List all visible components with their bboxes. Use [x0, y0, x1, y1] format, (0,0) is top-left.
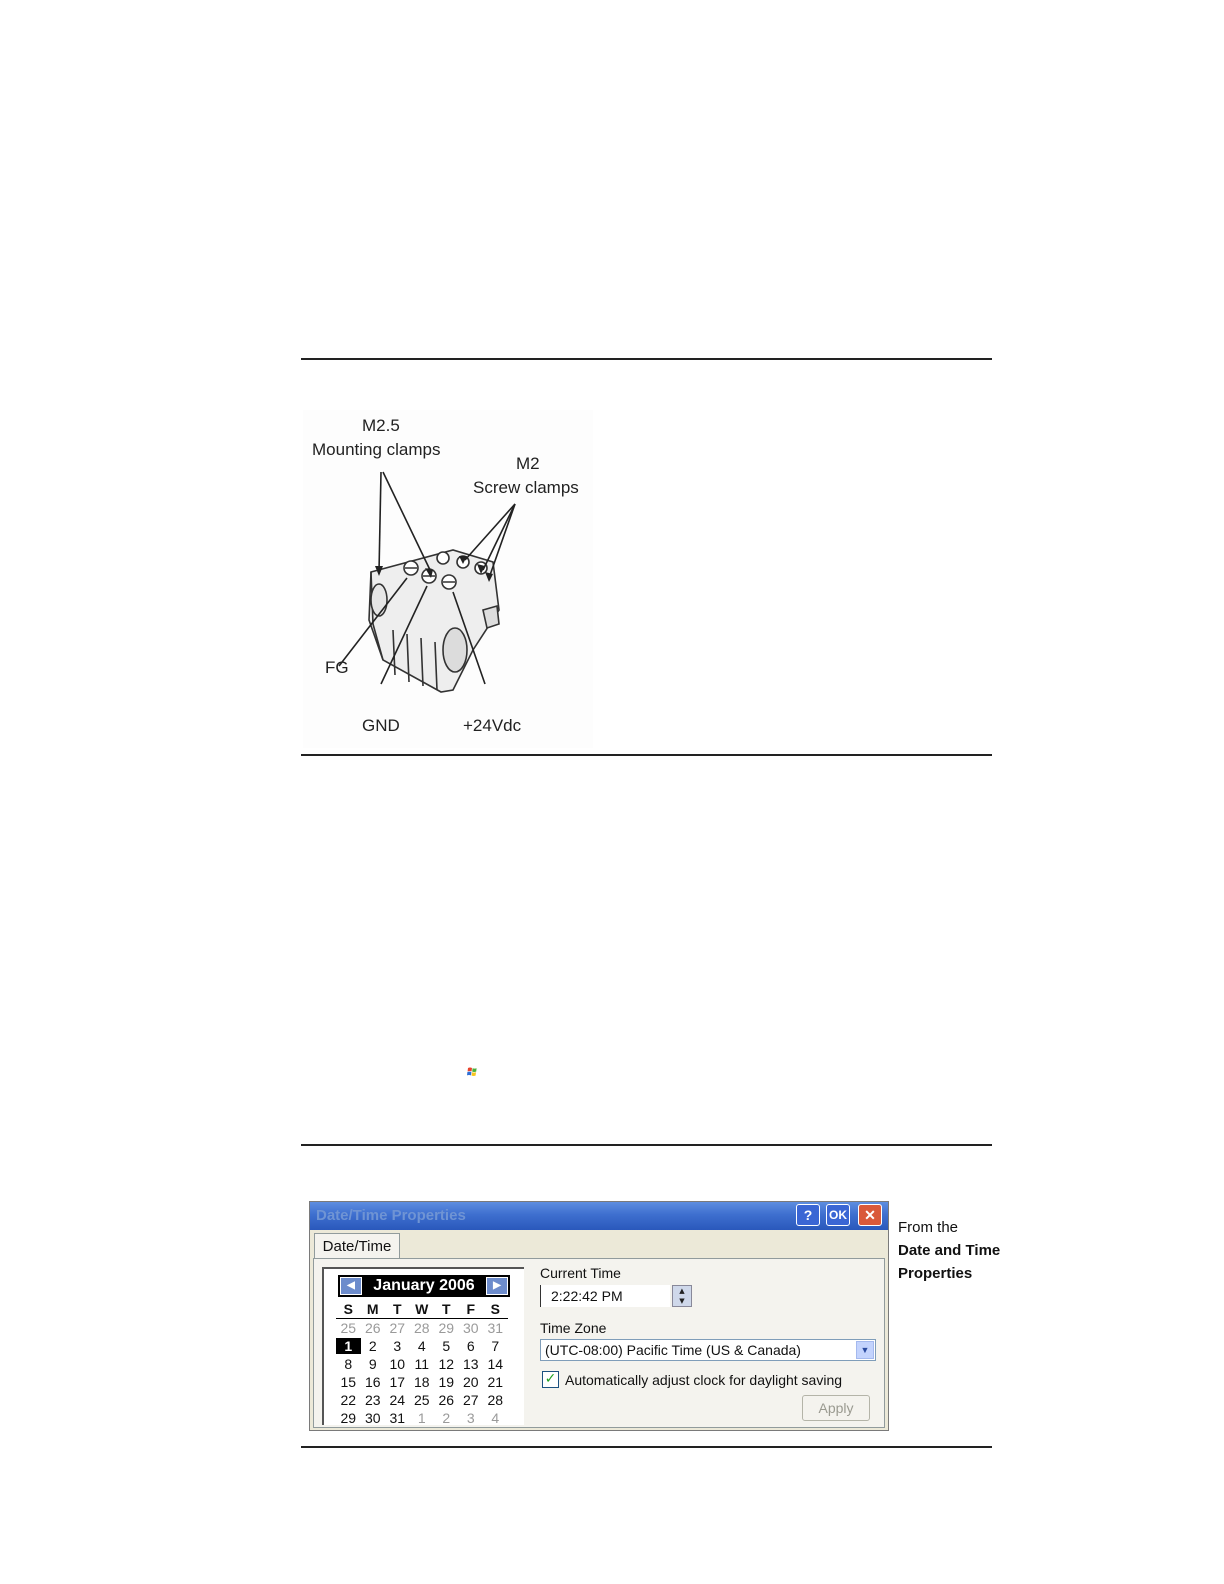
calendar-day[interactable]: 16	[364, 1374, 381, 1390]
calendar-day[interactable]: 21	[487, 1374, 504, 1390]
current-time-label: Current Time	[540, 1265, 621, 1281]
calendar-day[interactable]: 4	[417, 1338, 426, 1354]
divider-bottom	[301, 1446, 992, 1448]
calendar-day[interactable]: 9	[368, 1356, 377, 1372]
calendar-day[interactable]: 31	[389, 1410, 406, 1426]
label-gnd: GND	[362, 716, 400, 735]
calendar-day[interactable]: 15	[340, 1374, 357, 1390]
calendar-day[interactable]: 3	[466, 1410, 475, 1426]
calendar-week-row	[336, 1320, 508, 1336]
calendar-day[interactable]: 4	[491, 1410, 500, 1426]
calendar-day[interactable]: 6	[466, 1338, 475, 1354]
dow-sunday: S	[343, 1301, 353, 1317]
calendar-day[interactable]: 26	[438, 1392, 455, 1408]
calendar-day[interactable]: 28	[413, 1320, 430, 1336]
tab-date-time[interactable]: Date/Time	[314, 1233, 400, 1259]
dialog-titlebar[interactable]	[310, 1202, 888, 1230]
apply-button[interactable]: Apply	[802, 1395, 870, 1421]
ok-button[interactable]: OK	[826, 1204, 850, 1226]
divider-figure-bottom	[301, 754, 992, 756]
close-button[interactable]: ✕	[858, 1204, 882, 1226]
calendar-day-of-week-row	[336, 1301, 508, 1319]
calendar-day[interactable]: 10	[389, 1356, 406, 1372]
calendar-week-row	[336, 1410, 508, 1426]
spin-up-icon[interactable]: ▲	[679, 1287, 685, 1295]
calendar-day[interactable]: 3	[393, 1338, 402, 1354]
calendar-day[interactable]: 30	[462, 1320, 479, 1336]
dow-monday: M	[366, 1301, 379, 1317]
calendar-day-selected[interactable]: 1	[336, 1338, 361, 1354]
label-fg: FG	[325, 658, 349, 677]
dow-saturday: S	[490, 1301, 500, 1317]
calendar-day[interactable]: 22	[340, 1392, 357, 1408]
calendar-day[interactable]: 17	[389, 1374, 406, 1390]
chevron-down-icon[interactable]: ▼	[856, 1341, 874, 1359]
power-connector-figure	[303, 410, 593, 748]
calendar-day[interactable]: 29	[438, 1320, 455, 1336]
calendar-day[interactable]: 24	[389, 1392, 406, 1408]
calendar-week-row	[336, 1392, 508, 1408]
label-m2-5: M2.5	[362, 416, 400, 435]
calendar-day[interactable]: 27	[389, 1320, 406, 1336]
caption-line-3: Properties	[898, 1265, 973, 1282]
calendar-day[interactable]: 11	[414, 1356, 430, 1372]
calendar-header	[338, 1275, 510, 1297]
label-m2: M2	[516, 454, 540, 473]
calendar-day[interactable]: 31	[487, 1320, 504, 1336]
previous-month-button[interactable]: ◀	[340, 1277, 362, 1295]
calendar-day[interactable]: 28	[487, 1392, 504, 1408]
calendar-day[interactable]: 14	[487, 1356, 504, 1372]
calendar-day[interactable]: 20	[462, 1374, 479, 1390]
time-zone-select[interactable]	[540, 1339, 876, 1361]
calendar-day[interactable]: 25	[413, 1392, 430, 1408]
calendar-day[interactable]: 2	[442, 1410, 451, 1426]
calendar-week-row	[336, 1374, 508, 1390]
caption-line-2: Date and Time	[898, 1242, 1001, 1259]
date-time-properties-dialog	[309, 1201, 889, 1431]
spin-down-icon[interactable]: ▼	[679, 1297, 685, 1305]
calendar-day[interactable]: 12	[438, 1356, 455, 1372]
label-24vdc: +24Vdc	[463, 716, 522, 735]
divider-dialog-top	[301, 1144, 992, 1146]
dow-wednesday: W	[415, 1301, 429, 1317]
figure-caption	[898, 1216, 1000, 1285]
calendar-day[interactable]: 25	[340, 1320, 357, 1336]
calendar-month-year: January 2006	[373, 1277, 475, 1294]
help-button[interactable]: ?	[796, 1204, 820, 1226]
date-time-tab-panel	[313, 1258, 885, 1428]
calendar-day[interactable]: 18	[413, 1374, 430, 1390]
current-time-field[interactable]: 2:22:42 PM	[540, 1285, 670, 1307]
dow-thursday: T	[441, 1301, 451, 1317]
calendar-day[interactable]: 8	[344, 1356, 353, 1372]
dialog-title: Date/Time Properties	[316, 1207, 466, 1224]
daylight-saving-checkbox[interactable]: ✓	[542, 1371, 559, 1388]
label-mounting-clamps: Mounting clamps	[312, 440, 441, 459]
calendar-day[interactable]: 29	[340, 1410, 357, 1426]
calendar-day[interactable]: 2	[368, 1338, 377, 1354]
calendar-week-row	[336, 1356, 508, 1372]
calendar-day[interactable]: 23	[364, 1392, 381, 1408]
month-calendar[interactable]	[322, 1267, 524, 1425]
calendar-day[interactable]: 7	[491, 1338, 500, 1354]
calendar-day[interactable]: 26	[364, 1320, 381, 1336]
time-zone-label: Time Zone	[540, 1320, 607, 1336]
power-connector-drawing	[303, 410, 593, 748]
calendar-day[interactable]: 5	[442, 1338, 451, 1354]
label-screw-clamps: Screw clamps	[473, 478, 579, 497]
time-zone-value: (UTC-08:00) Pacific Time (US & Canada)	[545, 1342, 801, 1358]
time-spin-buttons[interactable]	[672, 1285, 692, 1307]
dow-tuesday: T	[392, 1301, 402, 1317]
calendar-week-row	[336, 1338, 508, 1354]
next-month-button[interactable]: ▶	[486, 1277, 508, 1295]
daylight-saving-label[interactable]: Automatically adjust clock for daylight saving	[565, 1372, 843, 1388]
caption-line-1: From the	[898, 1219, 959, 1236]
calendar-day[interactable]: 19	[438, 1374, 455, 1390]
calendar-day[interactable]: 30	[364, 1410, 381, 1426]
dow-friday: F	[466, 1301, 476, 1317]
calendar-day[interactable]: 13	[462, 1356, 479, 1372]
calendar-day[interactable]: 27	[462, 1392, 479, 1408]
calendar-day[interactable]: 1	[417, 1410, 426, 1426]
windows-start-icon	[466, 1066, 478, 1078]
divider-top	[301, 358, 992, 360]
